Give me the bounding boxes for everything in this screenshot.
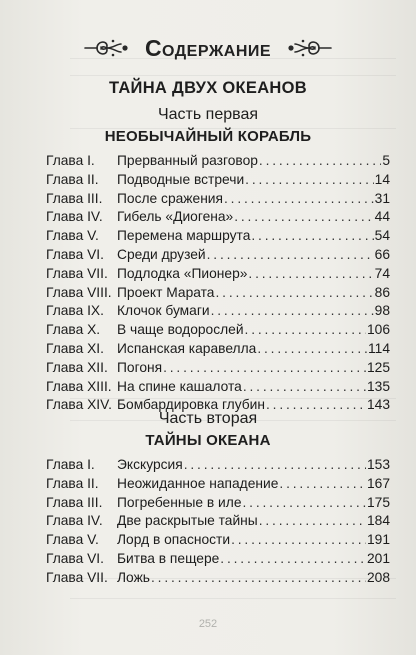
dot-leader bbox=[234, 208, 373, 227]
dot-leader bbox=[245, 171, 373, 190]
toc-entry bbox=[46, 284, 390, 303]
chapter-number: Глава V. bbox=[46, 228, 99, 244]
chapter-number: Глава XI. bbox=[46, 340, 104, 356]
chapter-title: Проект Марата bbox=[117, 284, 215, 300]
chapter-page-number: 208 bbox=[366, 569, 390, 585]
chapter-title: Гибель «Диогена» bbox=[117, 209, 234, 225]
chapter-number: Глава VIII. bbox=[46, 284, 112, 300]
chapter-page-number: 66 bbox=[374, 246, 390, 262]
chapter-page-number: 153 bbox=[366, 457, 390, 472]
chapter-number: Глава IV. bbox=[46, 513, 103, 529]
dot-leader bbox=[220, 550, 366, 569]
page-title: Содержание bbox=[144, 34, 272, 61]
part-two-title: Часть вторая bbox=[158, 410, 258, 427]
chapter-title: Лорд в опасности bbox=[117, 532, 231, 548]
toc-entry bbox=[46, 531, 390, 550]
chapter-title: Подводные встречи bbox=[117, 171, 245, 187]
chapter-number: Глава XIII. bbox=[46, 378, 112, 394]
chapter-title: Неожиданное нападение bbox=[117, 475, 279, 491]
toc-entry bbox=[46, 512, 390, 531]
toc-part-one bbox=[46, 152, 390, 415]
dot-leader bbox=[243, 378, 366, 397]
chapter-page-number: 5 bbox=[382, 153, 390, 168]
chapter-title: Экскурсия bbox=[117, 457, 183, 472]
chapter-number: Глава III. bbox=[46, 190, 103, 206]
toc-entry bbox=[46, 227, 390, 246]
toc-entry bbox=[46, 569, 390, 588]
chapter-page-number: 125 bbox=[366, 359, 390, 375]
toc-entry bbox=[46, 171, 390, 190]
show-through-line bbox=[70, 75, 396, 76]
toc-entry bbox=[46, 190, 390, 209]
chapter-title: Битва в пещере bbox=[117, 550, 220, 566]
chapter-number: Глава X. bbox=[46, 322, 101, 338]
dot-leader bbox=[257, 340, 367, 359]
toc-entry bbox=[46, 359, 390, 378]
chapter-page-number: 135 bbox=[366, 378, 390, 394]
chapter-page-number: 184 bbox=[366, 513, 390, 529]
chapter-number: Глава IV. bbox=[46, 209, 103, 225]
dot-leader bbox=[243, 494, 366, 513]
chapter-page-number: 14 bbox=[374, 171, 390, 187]
chapter-number: Глава I. bbox=[46, 153, 95, 168]
chapter-page-number: 143 bbox=[366, 397, 390, 413]
chapter-title: Погребенные в иле bbox=[117, 494, 242, 510]
toc-entry bbox=[46, 378, 390, 397]
chapter-page-number: 201 bbox=[366, 550, 390, 566]
chapter-title: Прерванный разговор bbox=[117, 153, 258, 168]
chapter-page-number: 106 bbox=[366, 322, 390, 338]
chapter-title: Перемена маршрута bbox=[117, 228, 251, 244]
dot-leader bbox=[231, 531, 366, 550]
chapter-page-number: 31 bbox=[374, 190, 390, 206]
chapter-number: Глава XII. bbox=[46, 359, 108, 375]
dot-leader bbox=[259, 512, 366, 531]
left-ornament-icon bbox=[83, 36, 131, 60]
chapter-number: Глава IX. bbox=[46, 303, 104, 319]
chapter-page-number: 114 bbox=[368, 340, 390, 356]
chapter-page-number: 175 bbox=[366, 494, 390, 510]
chapter-title: Испанская каравелла bbox=[117, 340, 257, 356]
chapter-number: Глава VI. bbox=[46, 246, 104, 262]
show-through-line bbox=[70, 598, 396, 599]
chapter-number: Глава XIV. bbox=[46, 397, 112, 413]
chapter-title: Клочок бумаги bbox=[117, 303, 210, 319]
dot-leader bbox=[184, 456, 366, 475]
dot-leader bbox=[224, 190, 374, 209]
chapter-title: После сражения bbox=[117, 190, 223, 206]
dot-leader bbox=[248, 265, 373, 284]
chapter-number: Глава II. bbox=[46, 171, 99, 187]
book-title: ТАЙНА ДВУХ ОКЕАНОВ bbox=[108, 79, 308, 97]
toc-entry bbox=[46, 208, 390, 227]
dot-leader bbox=[245, 321, 366, 340]
chapter-title: Погоня bbox=[117, 359, 163, 375]
chapter-number: Глава V. bbox=[46, 532, 99, 548]
chapter-number: Глава VI. bbox=[46, 550, 104, 566]
chapter-title: Ложь bbox=[117, 569, 150, 585]
chapter-number: Глава VII. bbox=[46, 265, 108, 281]
part-one-subtitle: НЕОБЫЧАЙНЫЙ КОРАБЛЬ bbox=[104, 128, 312, 145]
right-ornament-icon bbox=[285, 36, 333, 60]
toc-entry bbox=[46, 265, 390, 284]
dot-leader bbox=[251, 227, 373, 246]
chapter-page-number: 44 bbox=[374, 209, 390, 225]
dot-leader bbox=[211, 302, 374, 321]
chapter-page-number: 86 bbox=[374, 284, 390, 300]
chapter-title: Бомбардировка глубин bbox=[117, 397, 266, 413]
toc-entry bbox=[46, 321, 390, 340]
toc-entry bbox=[46, 494, 390, 513]
part-two-subtitle: ТАЙНЫ ОКЕАНА bbox=[145, 432, 271, 449]
toc-entry bbox=[46, 246, 390, 265]
dot-leader bbox=[279, 475, 366, 494]
dot-leader bbox=[259, 152, 381, 171]
chapter-title: На спине кашалота bbox=[117, 378, 242, 394]
chapter-page-number: 167 bbox=[366, 475, 390, 491]
dot-leader bbox=[151, 569, 366, 588]
dot-leader bbox=[207, 246, 374, 265]
toc-entry bbox=[46, 475, 390, 494]
toc-entry bbox=[46, 340, 390, 359]
chapter-title: Две раскрытые тайны bbox=[117, 513, 258, 529]
chapter-number: Глава II. bbox=[46, 475, 99, 491]
chapter-number: Глава VII. bbox=[46, 569, 108, 585]
chapter-number: Глава III. bbox=[46, 494, 103, 510]
chapter-page-number: 74 bbox=[374, 265, 390, 281]
chapter-title: Среди друзей bbox=[117, 246, 206, 262]
chapter-page-number: 54 bbox=[374, 228, 390, 244]
dot-leader bbox=[215, 284, 373, 303]
chapter-title: В чаще водорослей bbox=[117, 322, 244, 338]
toc-entry bbox=[46, 550, 390, 569]
toc-entry bbox=[46, 456, 390, 475]
chapter-page-number: 98 bbox=[374, 303, 390, 319]
contents-header bbox=[0, 33, 416, 63]
dot-leader bbox=[163, 359, 366, 378]
toc-part-two bbox=[46, 456, 390, 588]
part-one-title: Часть первая bbox=[157, 106, 258, 123]
page-number: 252 bbox=[198, 618, 218, 630]
chapter-number: Глава I. bbox=[46, 457, 95, 472]
toc-entry bbox=[46, 152, 390, 171]
chapter-page-number: 191 bbox=[366, 532, 390, 548]
toc-entry bbox=[46, 302, 390, 321]
chapter-title: Подлодка «Пионер» bbox=[117, 265, 248, 281]
